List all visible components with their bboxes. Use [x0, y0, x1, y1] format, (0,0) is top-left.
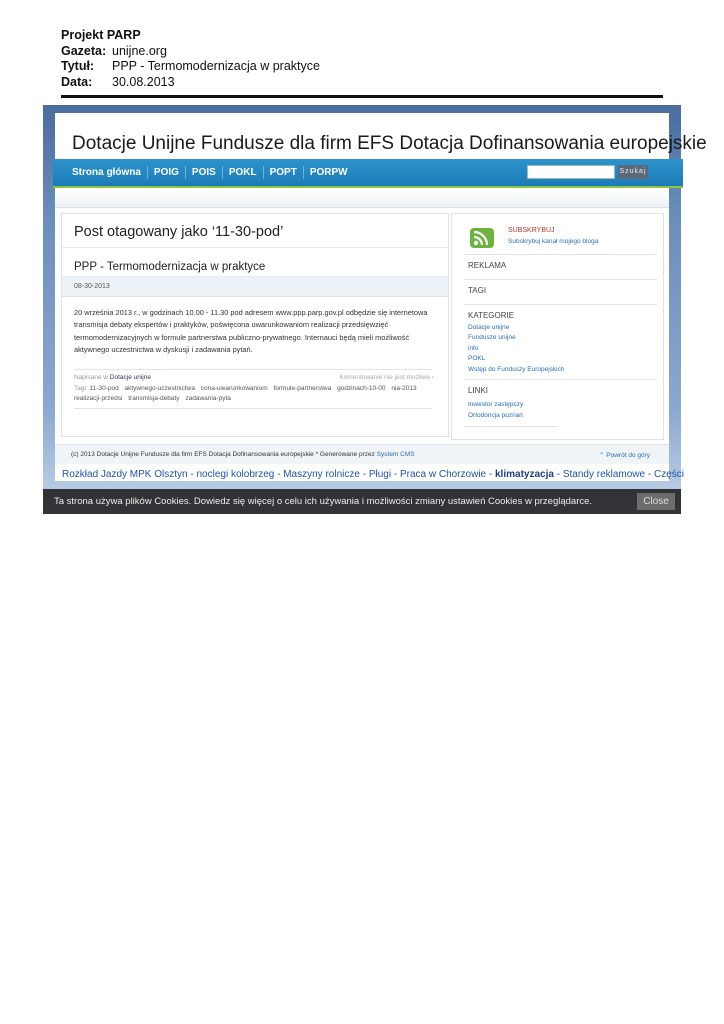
sidebar-divider: [464, 279, 657, 280]
tag-link[interactable]: transmisja-debaty: [128, 395, 180, 402]
sidebar-link-ortodoncja[interactable]: Ortodoncja poznań: [468, 412, 523, 419]
nav-item-pois[interactable]: POIS: [186, 166, 223, 179]
sponsored-link[interactable]: Maszyny rolnicze: [283, 469, 360, 480]
sponsored-link[interactable]: Części: [653, 469, 684, 480]
category-link-info[interactable]: info: [468, 345, 479, 352]
back-to-top-label: Powrót do góry: [606, 452, 650, 459]
sidebar-divider: [464, 379, 657, 380]
categories-heading: KATEGORIE: [468, 311, 515, 320]
rss-feed-icon[interactable]: [470, 228, 494, 248]
cms-link[interactable]: System CMS: [376, 451, 415, 458]
chevron-up-icon: ⌃: [599, 452, 605, 459]
document-meta: [61, 28, 320, 90]
nav-item-poig[interactable]: POIG: [148, 166, 186, 179]
cookie-notice: [43, 489, 681, 514]
post-tags: [74, 384, 424, 404]
sidebar: [451, 213, 664, 440]
tags-heading: TAGI: [468, 286, 487, 295]
category-link-dotacje[interactable]: Dotacje unijne: [468, 324, 510, 331]
sponsored-link[interactable]: Standy reklamowe: [562, 469, 646, 480]
post-date: 08-30-2013: [74, 283, 110, 290]
post-title-row: [62, 247, 448, 277]
category-link-pokl[interactable]: POKL: [468, 355, 486, 362]
main-navigation: [53, 159, 683, 188]
cookie-text: Ta strona używa plików Cookies. Dowiedz się więcej o celu ich używania i możliwości zmiany ustawień Cookies w przeglądarce.: [54, 496, 593, 507]
sidebar-link-inwestor[interactable]: Inwestor zastępczy: [468, 401, 524, 408]
comments-status: Komentowanie nie jest możliwe ›: [339, 374, 434, 381]
copyright-label: (c) 2013 Dotacje Unijne Fundusze dla firm EFS Dotacja Dofinansowania europejskie * Generowane przez: [71, 451, 375, 458]
meta-row-date: [61, 75, 320, 91]
sponsored-link[interactable]: noclegi kolobrzeg: [196, 469, 275, 480]
sponsored-link[interactable]: Rozkład Jazdy MPK Olsztyn: [62, 469, 188, 480]
nav-item-home[interactable]: Strona główna: [72, 166, 148, 179]
post-category-link[interactable]: Dotacje unijne: [109, 374, 151, 381]
post-bottom-divider: [74, 408, 432, 409]
site-page: [55, 113, 707, 481]
sponsored-link[interactable]: Pługi: [368, 469, 392, 480]
tags-label: Tagi:: [74, 385, 88, 392]
tag-link[interactable]: nia-2013: [391, 385, 417, 392]
archive-heading: Post otagowany jako ‘11-30-pod’: [74, 224, 284, 240]
post-body: 20 września 2013 r., w godzinach 10.00 - 11.30 pod adresem www.ppp.parp.gov.pl odbędzie się internetowa transmisja debaty ekspertów i praktyków, poświęcona uwarunkowaniom realizacji przedsięwzięć termomodernizacyjnych w formule partnerstwa publiczno-prywatnego. Internauci będą mieli możliwość aktywnego uczestnictwa w dyskusji i zadawania pytań.: [74, 308, 428, 355]
sidebar-divider: [464, 304, 657, 305]
post-title[interactable]: PPP - Termomodernizacja w praktyce: [74, 261, 266, 273]
search-button[interactable]: Szukaj: [618, 165, 648, 179]
gazeta-label: Gazeta:: [61, 43, 107, 58]
date-label: Data:: [61, 74, 93, 89]
header-divider: [61, 95, 663, 98]
tag-link[interactable]: zadawania-pyta: [185, 395, 231, 402]
cookie-close-button[interactable]: Close: [637, 493, 675, 510]
search-input[interactable]: [527, 165, 615, 179]
title-label: Tytuł:: [61, 59, 95, 73]
tag-link[interactable]: realizacji-przedsi: [74, 395, 123, 402]
tag-link[interactable]: cona-uwarunkowaniom: [200, 385, 268, 392]
tag-link[interactable]: aktywnego-uczestnictwa: [124, 385, 195, 392]
sub-navigation-bar: [55, 190, 669, 208]
gazeta-value: unijne.org: [112, 43, 167, 58]
nav-item-popt[interactable]: POPT: [264, 166, 304, 179]
back-to-top-link[interactable]: [599, 451, 650, 459]
copyright-text: [71, 451, 415, 458]
nav-item-porpw[interactable]: PORPW: [309, 167, 348, 178]
category-link-fundusze[interactable]: Fundusze unijne: [468, 334, 516, 341]
links-heading: LINKI: [468, 386, 489, 395]
sponsored-link[interactable]: Praca w Chorzowie: [399, 469, 487, 480]
sponsored-links: Rozkład Jazdy MPK Olsztyn - noclegi kolobrzeg - Maszyny rolnicze - Pługi - Praca w Chorzowie - klimatyzacja - Standy reklamowe - Części: [62, 469, 684, 480]
post-divider: [74, 369, 432, 370]
post-category-line: [74, 374, 151, 381]
nav-item-pokl[interactable]: POKL: [223, 166, 264, 179]
main-content: [61, 213, 449, 437]
sidebar-divider: [464, 426, 558, 427]
title-value: PPP - Termomodernizacja w praktyce: [112, 59, 320, 73]
category-link-wstep[interactable]: Wstęp do Funduszy Europejskich: [468, 366, 565, 373]
site-footer: [55, 444, 669, 464]
meta-row-gazeta: [61, 44, 320, 60]
site-title[interactable]: Dotacje Unijne Fundusze dla firm EFS Dotacja Dofinansowania europejskie: [72, 133, 707, 154]
reklama-heading: REKLAMA: [468, 261, 507, 270]
sponsored-link[interactable]: klimatyzacja: [495, 469, 554, 480]
subscribe-link[interactable]: Subskrybuj kanał mojego bloga: [508, 238, 599, 245]
website-screenshot: [43, 105, 707, 514]
project-title: Projekt PARP: [61, 28, 141, 42]
sidebar-divider: [464, 254, 657, 255]
tag-link[interactable]: godzinach-10-00: [337, 385, 386, 392]
post-date-row: [62, 277, 448, 297]
written-prefix: Napisane w: [74, 374, 108, 381]
tag-link[interactable]: formule-partnerstwa: [273, 385, 332, 392]
date-value: 30.08.2013: [112, 74, 175, 89]
tag-link[interactable]: 11-30-pod: [89, 385, 119, 392]
meta-row-title: [61, 59, 320, 75]
subscribe-title: SUBSKRYBUJ: [508, 227, 555, 234]
